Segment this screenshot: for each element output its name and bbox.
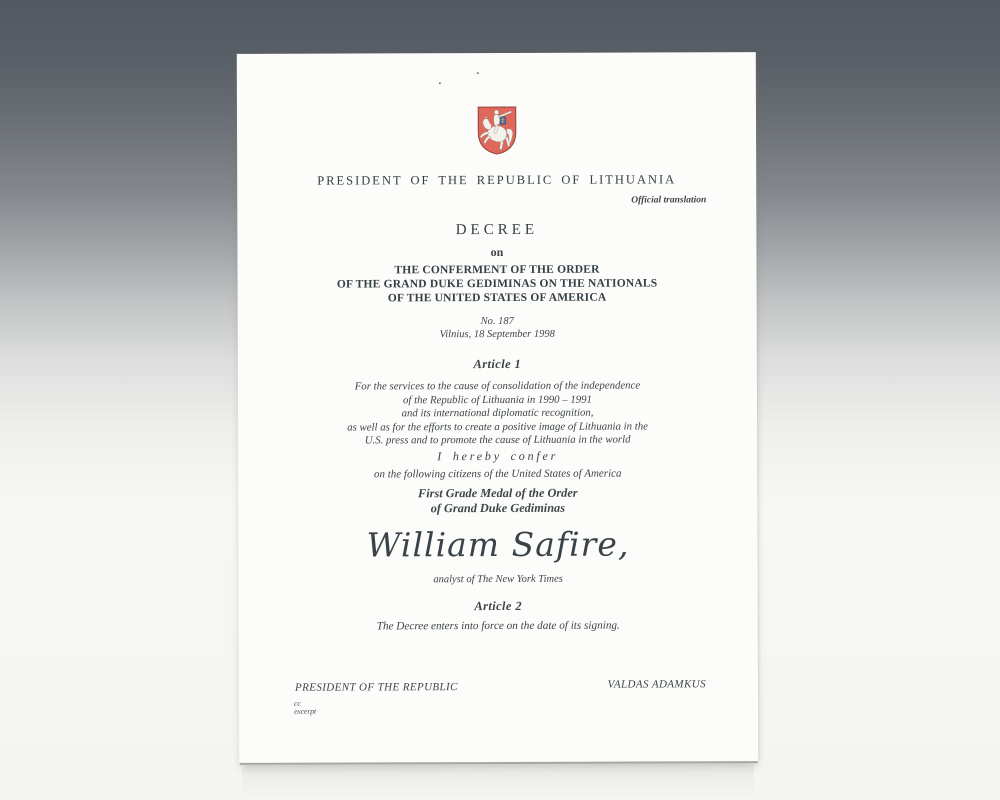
subject-line: OF THE UNITED STATES OF AMERICA [387, 291, 607, 305]
rider-head [494, 110, 498, 114]
footnote [294, 700, 316, 716]
recipients-intro: on the following citizens of the United States of America [373, 467, 622, 481]
preamble-line: U.S. press and to promote the cause of Lithuania in the world [364, 433, 631, 447]
footnote-line: excerpt [294, 706, 317, 716]
preamble-line: as well as for the efforts to create a positive image of Lithuania in the [347, 420, 648, 434]
letterhead-title: PRESIDENT OF THE REPUBLIC OF LITHUANIA [317, 172, 677, 188]
award-line: First Grade Medal of the Order [418, 485, 578, 501]
official-translation-note: Official translation [631, 195, 707, 206]
article-1-heading: Article 1 [473, 356, 522, 372]
decree-place-date: Vilnius, 18 September 1998 [439, 328, 555, 340]
preamble-line: For the services to the cause of consolidation of the independence [354, 379, 641, 393]
decree-meta [238, 315, 757, 342]
article-2-text: The Decree enters into force on the date of its signing. [376, 619, 620, 633]
decree-document [237, 52, 758, 763]
signature-title: PRESIDENT OF THE REPUBLIC [294, 681, 458, 694]
award-name [238, 485, 757, 516]
confer-statement: I hereby confer [437, 448, 559, 464]
recipient-name: William Safire, [366, 524, 630, 565]
subject-line: THE CONFERMENT OF THE ORDER [394, 263, 600, 277]
footnote-line: cc [294, 698, 301, 708]
recipient-description: analyst of The New York Times [433, 573, 563, 586]
vytis-coat-of-arms-icon [475, 105, 517, 155]
signature-name: VALDAS ADAMKUS [607, 678, 706, 691]
article-2-heading: Article 2 [474, 598, 523, 614]
award-line: of Grand Duke Gediminas [430, 500, 565, 515]
subject-line: OF THE GRAND DUKE GEDIMINAS ON THE NATIONALS [336, 277, 658, 291]
decree-number: No. 187 [480, 315, 514, 328]
paper-speck [439, 82, 441, 84]
decree-preposition: on [490, 244, 504, 260]
decree-heading: DECREE [455, 221, 539, 239]
paper-speck [477, 72, 479, 74]
paper-edge-reflection [242, 764, 754, 798]
decree-subject [237, 262, 756, 306]
preamble-line: of the Republic of Lithuania in 1990 – 1991 [402, 393, 592, 406]
article-1-preamble [238, 379, 757, 449]
preamble-line: and its international diplomatic recognition, [401, 406, 594, 420]
